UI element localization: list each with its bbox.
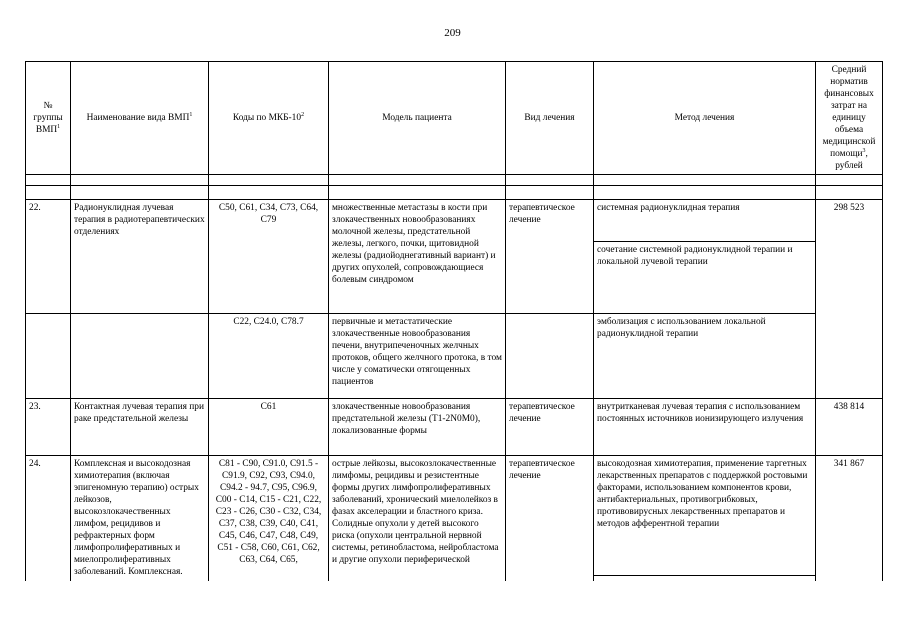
header-vmp-name: Наименование вида ВМП$^1$	[71, 62, 209, 175]
header-group-no: № группы ВМП$^1$	[26, 62, 71, 175]
cell-patient-model: злокачественные новообразования предстательной железы (T1-2N0M0), локализованные формы	[329, 399, 506, 456]
cell-cost: 341 867	[816, 456, 883, 621]
cell-group-no: 22.	[26, 200, 71, 314]
icd-codes-part-a: C81 - C90, C91.0, C91.5 - C91.9, C92, C93, C94.0, C94.2 - 94.7, C95, C96.9, C00 - C14, C15 - C21, C22, C23 - C26, C30 - C32, C34, C37, C38, C39, C40, C41, C45, C46, C47, C48, C49,	[215, 459, 322, 541]
spacer-row	[26, 186, 883, 200]
cell-treatment-type: терапевтическое лечение	[506, 200, 594, 314]
cell-patient-model: множественные метастазы в кости при злокачественных новообразованиях молочной железы, предстательной железы, легкого, почки, щитовидной железы (радиойоднегативный вариант) и других опухолей, сопровождающиеся болевым синдромом	[329, 200, 506, 314]
cell-group-no: 23.	[26, 399, 71, 456]
icd-codes-part-b: C51 - C58, C60, C61, C62, C63, C64, C65,	[217, 543, 320, 565]
cell-treatment-method: эмболизация с использованием локальной радионуклидной терапии	[594, 314, 816, 399]
cell-treatment-type: терапевтическое лечение	[506, 399, 594, 456]
page-number: 209	[444, 27, 461, 39]
cell-group-no	[26, 314, 71, 399]
cell-treatment-type	[506, 314, 594, 399]
header-treatment-type: Вид лечения	[506, 62, 594, 175]
cell-treatment-method: системная радионуклидная терапия	[594, 200, 816, 242]
header-treatment-method: Метод лечения	[594, 62, 816, 175]
cell-treatment-type: терапевтическое лечение	[506, 456, 594, 621]
cell-cost: 298 523	[816, 200, 883, 399]
spacer-row	[26, 175, 883, 186]
cell-icd-codes: C22, C24.0, C78.7	[209, 314, 329, 399]
table-row-22-sub2	[26, 314, 883, 399]
table-header-row	[26, 62, 883, 175]
cell-treatment-method: внутритканевая лучевая терапия с использованием постоянных источников ионизирующего излучения	[594, 399, 816, 456]
cell-treatment-method: высокодозная химиотерапия, применение таргетных лекарственных препаратов с поддержкой ростовыми факторами, использованием компонентов крови, антибактериальных, противогрибковых, противовирусных лекарственных препаратов и методов афферентной терапии	[594, 456, 816, 576]
cell-icd-codes: C50, C61, C34, C73, C64, C79	[209, 200, 329, 314]
cell-group-no: 24.	[26, 456, 71, 621]
cell-vmp-name	[71, 314, 209, 399]
cell-vmp-name: Радионуклидная лучевая терапия в радиотерапевтических отделениях	[71, 200, 209, 314]
cell-vmp-name: Комплексная и высокодозная химиотерапия (включая эпигеномную терапию) острых лейкозов, высокозлокачественных лимфом, рецидивов и рефрактерных форм лимфопролиферативных и миелопролиферативных заболеваний. Комплексная.	[71, 456, 209, 621]
cell-patient-model: первичные и метастатические злокачественные новообразования печени, внутрипеченочных желчных протоков, общего желчного протока, в том числе у соматически отягощенных пациентов	[329, 314, 506, 399]
page-bottom-margin	[0, 581, 905, 640]
header-patient-model: Модель пациента	[329, 62, 506, 175]
cell-patient-model: острые лейкозы, высокозлокачественные лимфомы, рецидивы и резистентные формы других лимфопролиферативных заболеваний, хронический миелолейкоз в фазах акселерации и бластного криза. Солидные опухоли у детей высокого риска (опухоли центральной нервной системы, ретинобластома, нейробластома и другие опухоли периферической	[329, 456, 506, 621]
table-row-23	[26, 399, 883, 456]
cell-cost: 438 814	[816, 399, 883, 456]
cell-treatment-method: сочетание системной радионуклидной терапии и локальной лучевой терапии	[594, 242, 816, 314]
table-row-24	[26, 456, 883, 576]
header-cost: Средний норматив финансовых затрат на единицу объема медицинской помощи$^3$, рублей	[816, 62, 883, 175]
table-row-22	[26, 200, 883, 242]
cell-vmp-name: Контактная лучевая терапия при раке предстательной железы	[71, 399, 209, 456]
vmp-table	[25, 61, 883, 621]
header-icd-codes: Коды по МКБ-$10^2$	[209, 62, 329, 175]
cell-icd-codes: C61	[209, 399, 329, 456]
